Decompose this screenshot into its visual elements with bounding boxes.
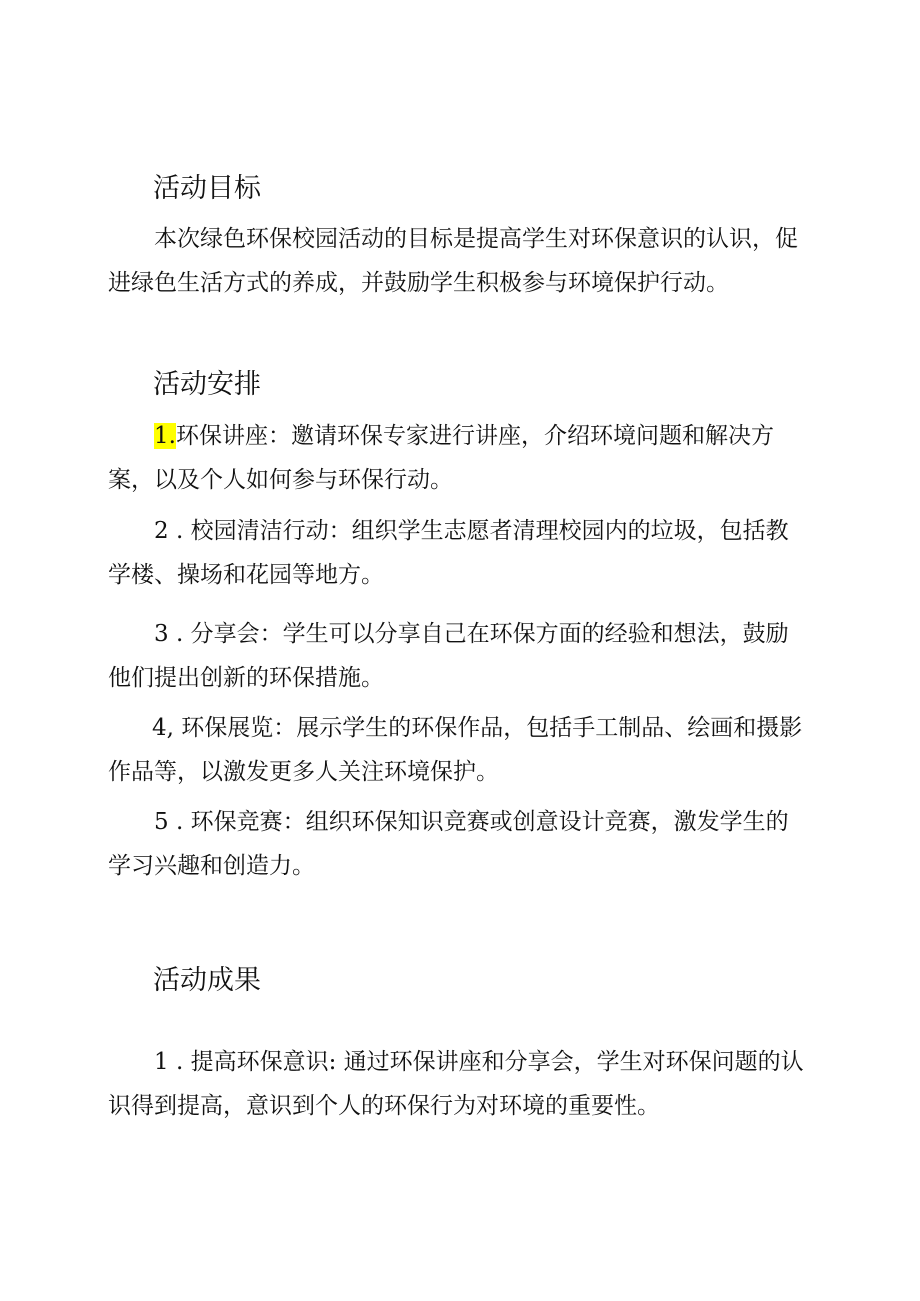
arrangement-item-3-line-2: 他们提出创新的环保措施。 [108,665,384,691]
arrangement-item-2 [108,509,808,597]
arrangement-item-1-line-2: 案，以及个人如何参与环保行动。 [108,467,453,493]
highlighted-item-number: 1. [154,423,176,449]
arrangement-item-4 [108,706,808,794]
goal-line-1: 本次绿色环保校园活动的目标是提高学生对环保意识的认识，促 [154,226,798,252]
arrangement-item-5 [108,800,808,888]
section-heading-arrangement: 活动安排 [153,369,261,399]
section-heading-results: 活动成果 [153,965,261,995]
arrangement-item-2-line-2: 学楼、操场和花园等地方。 [108,562,384,588]
arrangement-item-5-line-1: 5 . 环保竞赛：组织环保知识竞赛或创意设计竞赛，激发学生的 [154,809,789,835]
arrangement-item-5-line-2: 学习兴趣和创造力。 [108,853,315,879]
results-item-1-line-1: 1 . 提高环保意识: 通过环保讲座和分享会，学生对环保问题的认 [154,1049,804,1075]
arrangement-item-4-line-1: 4, 环保展览：展示学生的环保作品，包括手工制品、绘画和摄影 [152,715,803,741]
arrangement-item-3-line-1: 3 . 分享会：学生可以分享自己在环保方面的经验和想法，鼓励 [154,621,789,647]
goal-paragraph [108,217,808,305]
arrangement-item-4-line-2: 作品等，以激发更多人关注环境保护。 [108,759,499,785]
results-item-1 [108,1040,808,1128]
arrangement-item-3 [108,612,808,700]
arrangement-item-1-line-1 [108,414,808,458]
arrangement-item-1-text: 环保讲座：邀请环保专家进行讲座，介绍环境问题和解决方 [175,423,774,449]
arrangement-item-2-line-1: 2 . 校园清洁行动：组织学生志愿者清理校园内的垃圾，包括教 [154,518,789,544]
section-heading-goal: 活动目标 [153,173,261,203]
arrangement-item-1 [108,414,808,502]
results-item-1-line-2: 识得到提高，意识到个人的环保行为对环境的重要性。 [108,1093,660,1119]
goal-line-2: 进绿色生活方式的养成，并鼓励学生积极参与环境保护行动。 [108,270,729,296]
